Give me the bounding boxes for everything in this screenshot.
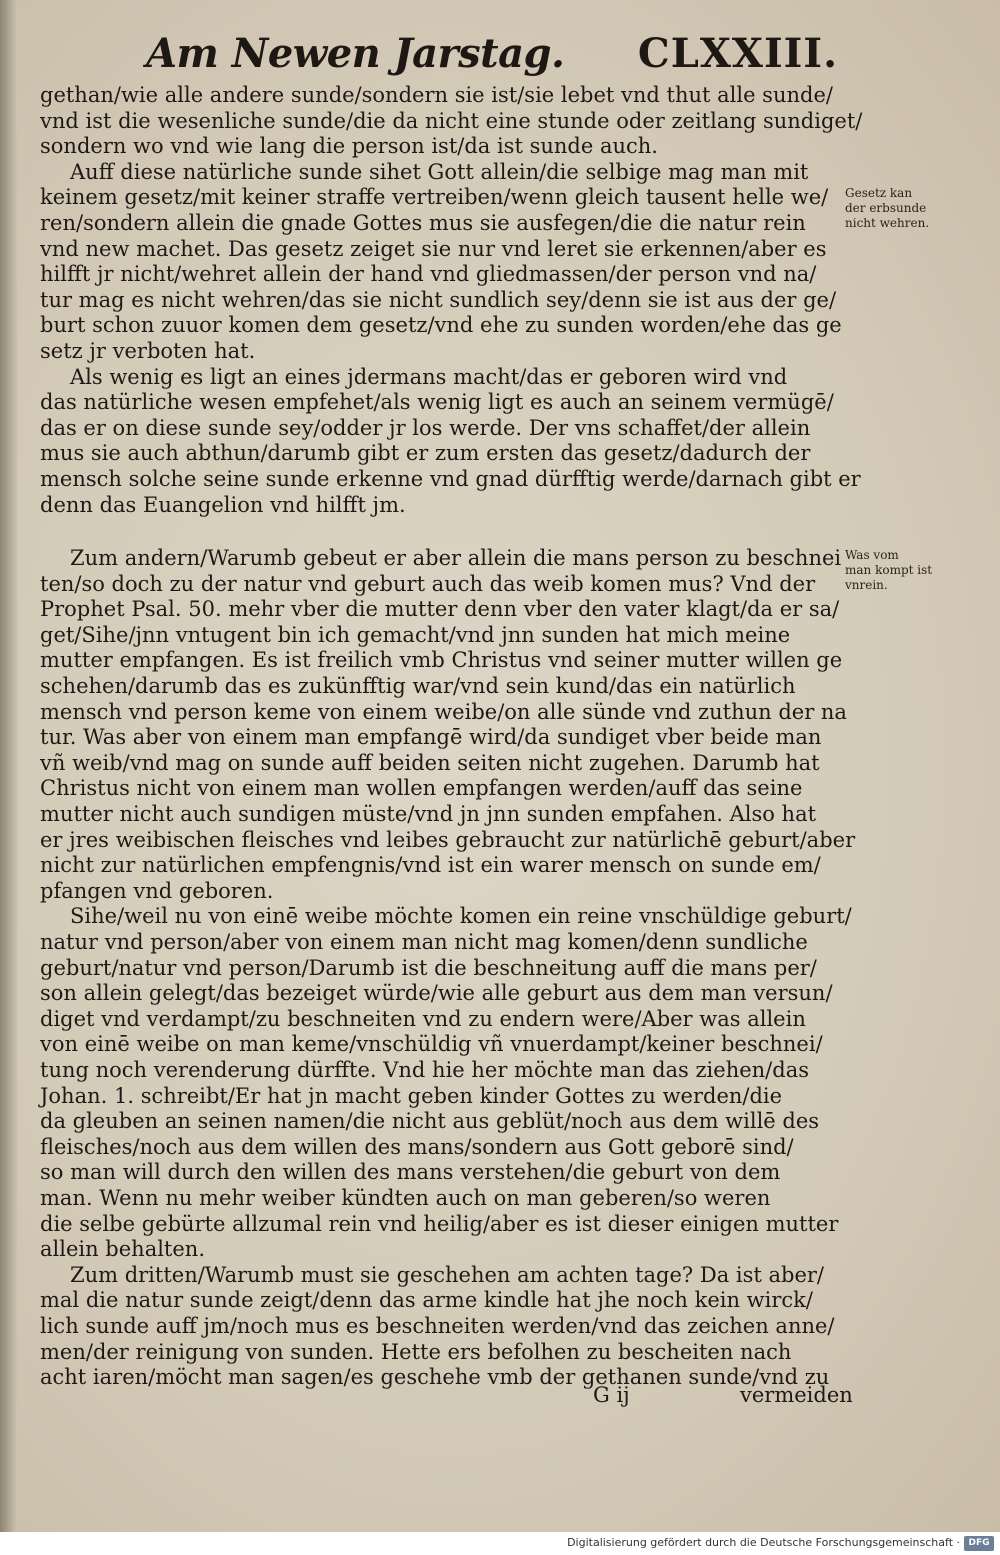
text-line: tung noch verenderung dürffte. Vnd hie her möchte man das ziehen/das [40,1057,809,1082]
marginal-note-line: Was vom [845,548,899,562]
text-line: lich sunde auff jm/noch mus es beschneiten werden/vnd das zeichen anne/ [40,1313,835,1338]
text-line: mal die natur sunde zeigt/denn das arme kindle hat jhe noch kein wirck/ [40,1288,813,1313]
text-line: mensch solche seine sunde erkenne vnd gnad dürfftig werde/darnach gibt er [40,466,861,491]
footer-bar [0,1532,1000,1555]
paragraph [40,83,863,160]
text-line: fleisches/noch aus dem willen des mans/sondern aus Gott geborē sind/ [40,1134,794,1159]
paragraph [40,904,852,1262]
text-line: da gleuben an seinen namen/die nicht aus geblüt/noch aus dem willē des [40,1109,820,1134]
marginal-note-line: der erbsunde [845,201,927,215]
text-line: get/Sihe/jnn vntugent bin ich gemacht/vnd jnn sunden hat mich meine [40,622,791,647]
page-gutter [0,0,18,1532]
marginal-note-line: Gesetz kan [845,186,913,200]
paragraph [40,546,856,904]
text-line: Johan. 1. schreibt/Er hat jn macht geben kinder Gottes zu werden/die [40,1083,783,1108]
text-line: acht iaren/möcht man sagen/es geschehe vmb der gethanen sunde/vnd zu [40,1365,830,1390]
text-line: vnd ist die wesenliche sunde/die da nicht eine stunde oder zeitlang sundiget/ [40,108,863,133]
text-line: er jres weibischen fleisches vnd leibes gebraucht zur natürlichē geburt/aber [40,827,856,852]
text-line: ten/so doch zu der natur vnd geburt auch das weib komen mus? Vnd der [40,571,816,596]
marginal-note-line: man kompt ist [845,563,933,577]
text-line: von einē weibe on man keme/vnschüldig vñ vnuerdampt/keiner beschnei/ [40,1032,823,1057]
text-line: Zum dritten/Warumb must sie geschehen am achten tage? Da ist aber/ [70,1262,825,1287]
text-line: die selbe gebürte allzumal rein vnd heilig/aber es ist dieser einigen mutter [40,1211,839,1236]
text-line: Sihe/weil nu von einē weibe möchte komen ein reine vnschüldige geburt/ [70,904,852,929]
folio-number: CLXXIII. [637,30,838,77]
paragraph-gap [40,518,840,546]
text-line: Prophet Psal. 50. mehr vber die mutter denn vber den vater klagt/da er sa/ [40,597,840,622]
body-text [40,83,863,1391]
dfg-logo: DFG [964,1536,994,1551]
text-line: ren/sondern allein die gnade Gottes mus sie ausfegen/die die natur rein [40,210,806,235]
text-line: mutter empfangen. Es ist freilich vmb Christus vnd seiner mutter willen ge [40,648,843,673]
text-line: tur mag es nicht wehren/das sie nicht sundlich sey/denn sie ist aus der ge/ [40,287,837,312]
paragraph [40,160,840,365]
text-line: Christus nicht von einem man wollen empfangen werden/auff das seine [40,776,803,801]
text-line: keinem gesetz/mit keiner straffe vertreiben/wenn gleich tausent helle we/ [40,185,829,210]
signature-line [40,1383,853,1411]
text-line: hilfft jr nicht/wehret allein der hand vnd gliedmassen/der person vnd na/ [40,262,817,287]
text-line: nicht zur natürlichen empfengnis/vnd ist ein warer mensch on sunde em/ [40,853,821,878]
running-head [146,30,846,86]
text-line: sondern wo vnd wie lang die person ist/da ist sunde auch. [40,134,658,159]
text-line: son allein gelegt/das bezeiget würde/wie alle geburt aus dem man versun/ [40,981,833,1006]
text-line: pfangen vnd geboren. [40,878,274,903]
text-line: gethan/wie alle andere sunde/sondern sie ist/sie lebet vnd thut alle sunde/ [40,83,833,107]
text-line: denn das Euangelion vnd hilfft jm. [40,492,406,517]
text-line: mus sie auch abthun/darumb gibt er zum ersten das gesetz/dadurch der [40,441,811,466]
marginal-note-line: nicht wehren. [845,216,930,230]
text-line: diget vnd verdampt/zu beschneiten vnd zu endern were/Aber was allein [40,1006,806,1031]
page-title: Am Newen Jarstag. [146,30,565,77]
text-line: schehen/darumb das es zukünfftig war/vnd sein kund/das ein natürlich [40,674,796,699]
marginal-note [845,548,960,593]
text-line: Als wenig es ligt an eines jdermans macht/das er geboren wird vnd [70,364,788,389]
text-line: vnd new machet. Das gesetz zeiget sie nur vnd leret sie erkennen/aber es [40,236,827,261]
text-line: allein behalten. [40,1237,205,1262]
text-line: vñ weib/vnd mag on sunde auff beiden seiten nicht zugehen. Darumb hat [40,750,820,775]
text-line: natur vnd person/aber von einem man nicht mag komen/denn sundliche [40,930,808,954]
text-line: das er on diese sunde sey/odder jr los werde. Der vns schaffet/der allein [40,415,811,440]
text-line: man. Wenn nu mehr weiber kündten auch on man geberen/so weren [40,1185,771,1210]
text-line: men/der reinigung von sunden. Hette ers befolhen zu bescheiten nach [40,1339,792,1364]
text-line: geburt/natur vnd person/Darumb ist die beschneitung auff die mans per/ [40,955,817,980]
paragraph [40,1263,840,1391]
text-line: das natürliche wesen empfehet/als wenig ligt es auch an seinem vermügē/ [40,390,834,415]
catchword: vermeiden [740,1383,853,1407]
text-line: mutter nicht auch sundigen müste/vnd jn jnn sunden empfahen. Also hat [40,802,817,827]
text-line: setz jr verboten hat. [40,338,256,363]
text-line: tur. Was aber von einem man empfangē wird/da sundiget vber beide man [40,725,822,750]
text-line: Auff diese natürliche sunde sihet Gott allein/die selbige mag man mit [70,159,809,184]
funding-credit: Digitalisierung gefördert durch die Deutsche Forschungsgemeinschaft · [567,1536,960,1549]
signature-mark: G ij [593,1383,630,1407]
text-line: Zum andern/Warumb gebeut er aber allein die mans person zu beschnei [70,546,842,571]
text-line: so man will durch den willen des mans verstehen/die geburt von dem [40,1160,781,1185]
marginal-note-line: vnrein. [845,578,888,592]
marginal-note [845,186,960,231]
text-line: mensch vnd person keme von einem weibe/on alle sünde vnd zuthun der na [40,699,847,724]
text-line: burt schon zuuor komen dem gesetz/vnd ehe zu sunden worden/ehe das ge [40,313,842,338]
paragraph [40,364,861,519]
